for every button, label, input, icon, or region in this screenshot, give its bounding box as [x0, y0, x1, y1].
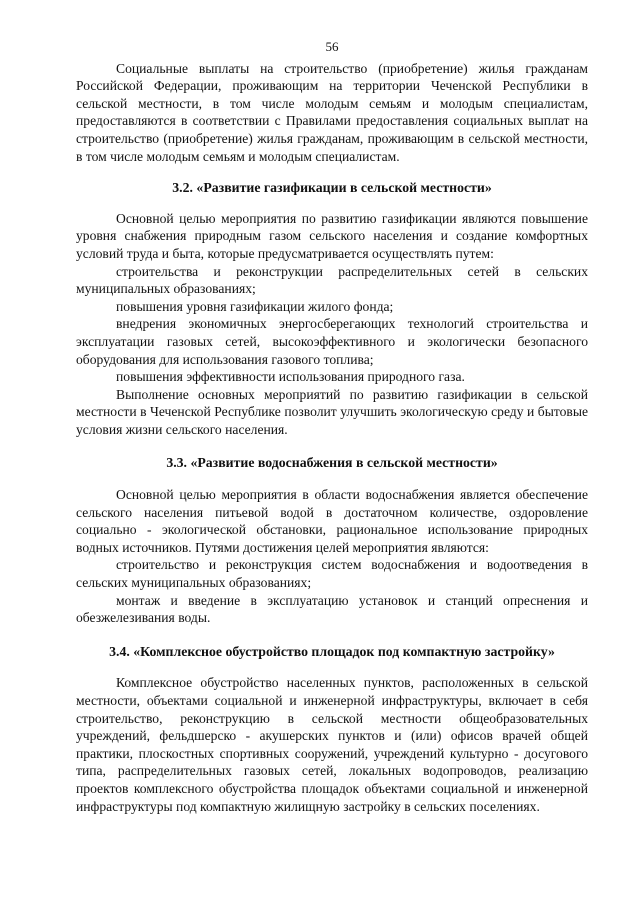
gas-paragraph-result: Выполнение основных мероприятий по развитию газификации в сельской местности в Чеченской Республике позволит улучшить экологическую среду и бытовые условия жизни сельского населения.	[76, 386, 588, 437]
gas-paragraph-goal: Основной целью мероприятия по развитию газификации являются повышение уровня снабжения природным газом сельского населения и создание комфортных условий труда и быта, которые предусматривается осуществлять путем:	[76, 210, 588, 261]
section-heading-water-supply: 3.3. «Развитие водоснабжения в сельской местности»	[166, 455, 498, 471]
section-heading-complex-development: 3.4. «Комплексное обустройство площадок под компактную застройку»	[109, 643, 555, 659]
intro-paragraph: Социальные выплаты на строительство (приобретение) жилья гражданам Российской Федерации, проживающим на территории Чеченской Республики в сельской местности, в том числе молодым семьям и молодым специалистам, предоставляются в соответствии с Правилами предоставления социальных выплат на строительство (приобретение) жилья гражданам, проживающим в сельской местности, в том числе молодым семьям и молодым специалистам.	[76, 60, 588, 164]
document-page	[76, 38, 588, 815]
section-heading-gasification: 3.2. «Развитие газификации в сельской местности»	[172, 180, 492, 196]
water-paragraph-installation: монтаж и введение в эксплуатацию установок и станций опреснения и обезжелезивания воды.	[76, 592, 588, 626]
page-number: 56	[325, 39, 339, 54]
gas-paragraph-housing: повышения уровня газификации жилого фонда;	[116, 298, 394, 314]
complex-paragraph-body: Комплексное обустройство населенных пунктов, расположенных в сельской местности, объектами социальной и инженерной инфраструктуры, включает в себя строительство, реконструкцию в сельской местности общеобразовательных учреждений, фельдшерско - акушерских пунктов и (или) офисов врачей общей практики, плоскостных спортивных сооружений, учреждений культурно - досугового типа, распределительных газовых сетей, локальных водопроводов, реализацию проектов комплексного обустройства площадок объектами социальной и инженерной инфраструктуры под компактную жилищную застройку в сельских поселениях.	[76, 675, 588, 814]
gas-paragraph-networks: строительства и реконструкции распределительных сетей в сельских муниципальных образованиях;	[76, 263, 588, 297]
gas-paragraph-technologies: внедрения экономичных энергосберегающих технологий строительства и эксплуатации газовых сетей, высокоэффективного и экологически безопасного оборудования для использования газового топлива;	[76, 316, 588, 367]
water-paragraph-goal: Основной целью мероприятия в области водоснабжения является обеспечение сельского населения питьевой водой в достаточном количестве, оздоровление социально - экологической обстановки, рациональное использование природных водных источников. Путями достижения целей мероприятия являются:	[76, 487, 588, 555]
water-paragraph-construction: строительство и реконструкция систем водоснабжения и водоотведения в сельских муниципальных образованиях;	[76, 557, 588, 591]
gas-paragraph-efficiency: повышения эффективности использования природного газа.	[116, 369, 465, 385]
